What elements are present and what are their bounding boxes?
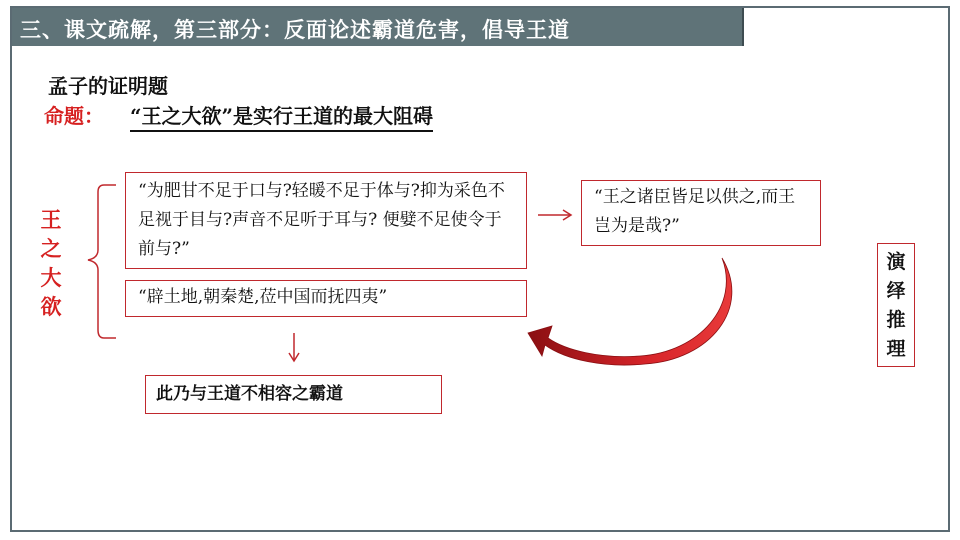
side-label-char: 欲 xyxy=(40,294,62,319)
proposition-text: “王之大欲”是实行王道的最大阻碍 xyxy=(130,100,433,132)
quote-box-1: “为肥甘不足于口与?轻暖不足于体与?抑为采色不足视于目与?声音不足听于耳与? 便嬖不足使令于前与?” xyxy=(125,172,527,269)
left-brace xyxy=(88,185,116,338)
quote-box-2: “辟土地,朝秦楚,莅中国而抚四夷” xyxy=(125,280,527,317)
deduction-char: 绎 xyxy=(886,280,906,302)
section-heading: 孟子的证明题 xyxy=(48,74,168,98)
deduction-char: 理 xyxy=(886,338,906,360)
curve-label: 可知矣 xyxy=(622,290,672,328)
deduction-char: 演 xyxy=(886,251,906,273)
side-label-char: 大 xyxy=(40,265,62,290)
proposition-label: 命题： xyxy=(44,104,104,128)
deduction-char: 推 xyxy=(886,309,906,331)
quote-box-3: “王之诸臣皆足以供之,而王岂为是哉?” xyxy=(581,180,821,246)
conclusion-box: 此乃与王道不相容之霸道 xyxy=(145,375,442,414)
deduction-box xyxy=(877,243,915,367)
side-label-char: 之 xyxy=(40,236,62,261)
slide-title: 三、课文疏解，第三部分：反面论述霸道危害，倡导王道 xyxy=(20,17,570,42)
side-label-char: 王 xyxy=(40,207,62,232)
